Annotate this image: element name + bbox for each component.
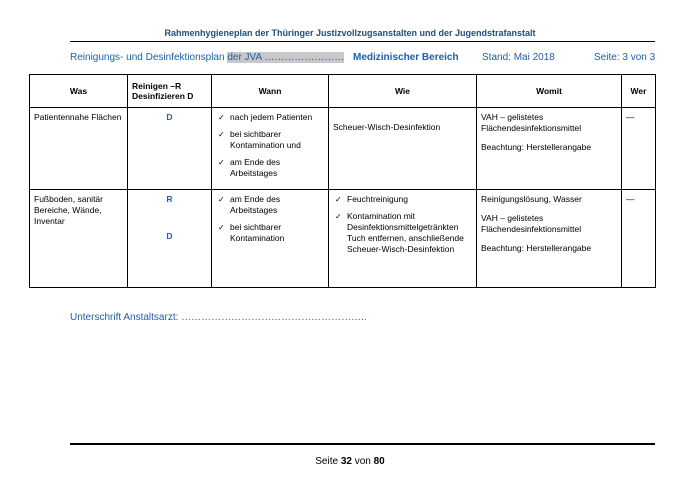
cell-womit [477,108,622,190]
womit-text: Beachtung: Herstellerangabe [481,243,592,253]
signature-line: Unterschrift Anstaltsarzt: ……………………………………………….. [70,312,367,323]
col-desinfizieren-label: Desinfizieren D [132,91,194,101]
col-reinigen [128,75,212,108]
cell-wie [329,190,477,288]
stand-label: Stand: Mai 2018 [482,52,555,63]
footer-total-pages: 80 [373,456,385,467]
footer-prefix: Seite [315,456,341,467]
womit-text: Beachtung: Herstellerangabe [481,142,592,152]
list-item: ✓ bei sichtbarer Kontamination und [216,129,324,151]
table-header-row [30,75,656,108]
list-item: ✓ bei sichtbarer Kontamination [216,222,324,244]
footer-current-page: 32 [340,456,352,467]
plan-header [70,52,655,66]
table-row [30,108,656,190]
cell-was: Patientennahe Flächen [30,108,128,190]
section-label: Medizinischer Bereich [353,52,459,63]
col-reinigen-label: Reinigen –R [132,81,182,91]
col-wie: Wie [329,75,477,108]
col-was: Was [30,75,128,108]
footer-divider [70,443,655,445]
page-label: Seite: 3 von 3 [594,52,656,63]
document-title: Rahmenhygieneplan der Thüringer Justizvollzugsanstalten und der Jugendstrafanstalt [164,28,536,38]
plan-prefix: Reinigungs- und Desinfektionsplan [70,52,225,63]
womit-text: VAH – gelistetes Flächendesinfektionsmittel [481,112,582,133]
footer-mid: von [351,456,374,467]
cell-wer: — [622,108,656,190]
cell-wann [212,108,329,190]
cell-code [128,190,212,288]
code-r: R [166,194,173,204]
list-item: ✓ am Ende des Arbeitstages [216,157,324,179]
list-item: ✓ nach jedem Patienten [216,112,324,123]
womit-text: Reinigungslösung, Wasser [481,194,582,204]
plan-jva: der JVA …………………… [227,52,345,63]
list-item: ✓ Feuchtreinigung [333,194,472,205]
header-divider [70,41,655,42]
plan-title [70,52,344,63]
col-womit: Womit [477,75,622,108]
cell-womit [477,190,622,288]
list-item: ✓ Kontamination mit Desinfektionsmittelgetränkten Tuch entfernen, anschließende Scheuer-Wisch-Desinfektion [333,211,472,255]
code-d: D [166,231,173,241]
col-wer: Wer [622,75,656,108]
womit-text: VAH – gelistetes Flächendesinfektionsmittel [481,213,582,234]
col-wann: Wann [212,75,329,108]
cleaning-plan-table [29,74,656,288]
cell-wann [212,190,329,288]
table-row [30,190,656,288]
cell-code: D [128,108,212,190]
wie-text: Scheuer-Wisch-Desinfektion [333,122,441,132]
cell-wie [329,108,477,190]
cell-wer: — [622,190,656,288]
list-item: ✓ am Ende des Arbeitstages [216,194,324,216]
page-footer [0,456,700,467]
cell-was: Fußboden, sanitär Bereiche, Wände, Inventar [30,190,128,288]
